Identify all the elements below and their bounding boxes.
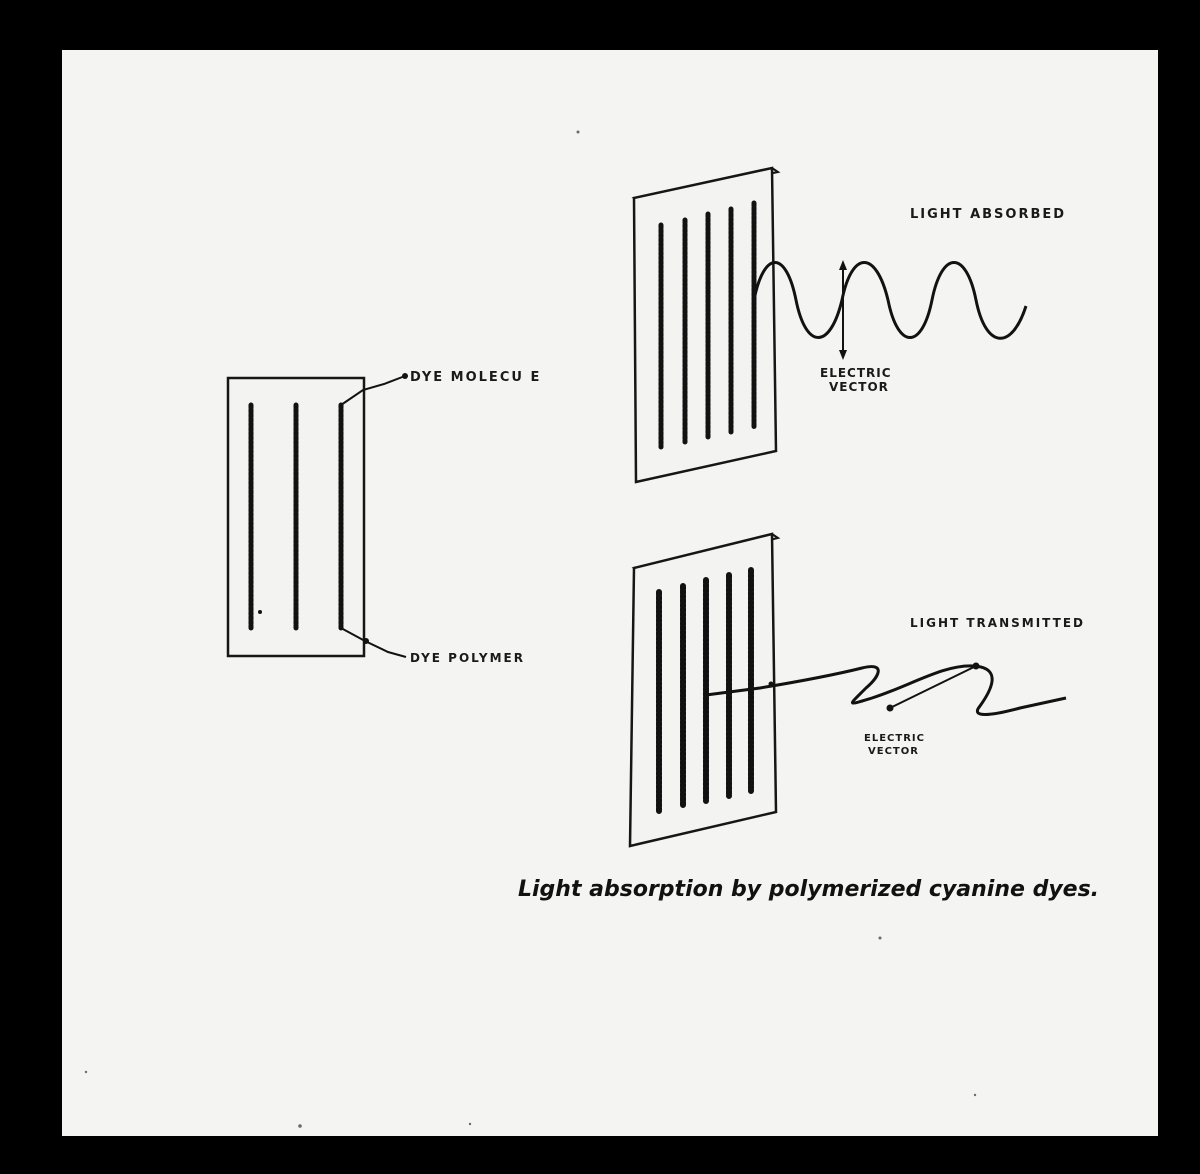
light-transmitted-label: LIGHT TRANSMITTED bbox=[910, 616, 1085, 630]
absorbed-electric-label-line2: VECTOR bbox=[829, 380, 889, 394]
dye-molecule-label: DYE MOLECU E bbox=[410, 370, 542, 385]
transmitted-vector-end-b bbox=[973, 663, 980, 670]
dye-polymer-leader-dot bbox=[363, 638, 369, 644]
light-absorbed-label: LIGHT ABSORBED bbox=[910, 207, 1067, 222]
absorbed-electric-label-line1: ELECTRIC bbox=[820, 366, 892, 380]
absorbing-plate bbox=[634, 168, 778, 482]
transmitted-vector-end-a bbox=[887, 705, 894, 712]
figure-caption: Light absorption by polymerized cyanine dyes. bbox=[518, 877, 1100, 902]
transmitted-wave-entry-dot bbox=[769, 682, 774, 687]
single-dye-plate bbox=[228, 378, 364, 656]
transmitted-electric-label-line1: ELECTRIC bbox=[864, 733, 925, 744]
stray-dot bbox=[258, 610, 262, 614]
dye-molecule-leader-dot bbox=[402, 373, 408, 379]
transmitted-electric-label-line2: VECTOR bbox=[868, 746, 919, 757]
dye-polymer-label: DYE POLYMER bbox=[410, 651, 525, 665]
